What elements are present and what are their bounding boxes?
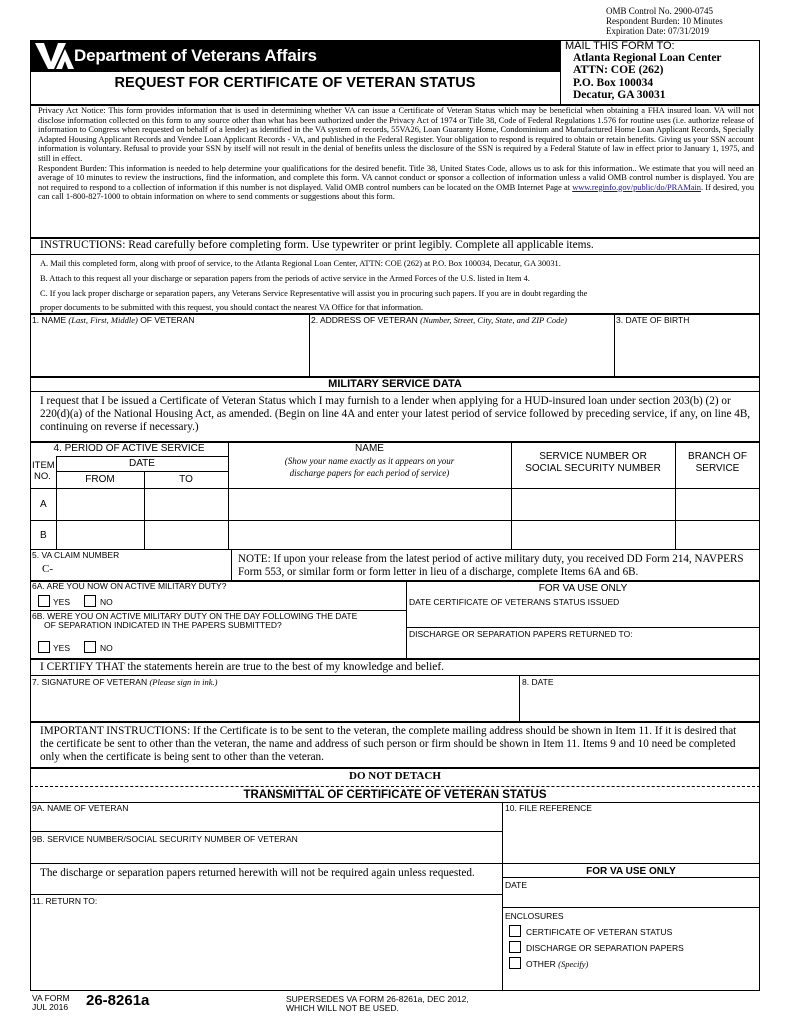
returned-papers-text: The discharge or separation papers returned herewith will not be required again unless requested. (40, 867, 475, 879)
signature-field[interactable] (31, 688, 518, 720)
claim-prefix: C- (42, 563, 53, 575)
date-issued-field[interactable] (407, 607, 759, 626)
name-label: 1. NAME (Last, First, Middle) OF VETERAN (32, 315, 195, 325)
veteran-name-field[interactable] (31, 814, 501, 830)
period-label: 4. PERIOD OF ACTIVE SERVICE (53, 443, 205, 454)
instruction-a: A. Mail this completed form, along with proof of service, to the Atlanta Regional Loan Center, ATTN: COE (262) at P.O. Box 100034, Decatur, GA 30031. (40, 259, 561, 268)
transmittal-heading: TRANSMITTAL OF CERTIFICATE OF VETERAN STATUS (243, 789, 547, 801)
q6a-no-label: NO (100, 597, 113, 607)
row-a-name-field[interactable] (229, 489, 510, 519)
date-label-8: 8. DATE (522, 677, 554, 687)
item-no-label: NO. (34, 471, 51, 482)
omb-info (606, 6, 723, 36)
instruction-b: B. Attach to this request all your discharge or separation papers from the periods of active service in the Armed Forces of the U.S. listed in Item 4. (40, 273, 530, 283)
q6b-no-label: NO (100, 643, 113, 653)
military-request-text: I request that I be issued a Certificate of Veteran Status which I may furnish to a lender when applying for a HUD-insured loan under section 203(b) (2) or 220(d)(a) of the National Housing Act, as amended. (Begin on line 4A and enter your latest period of service followed by preceding service, if any, on line 4B, continuing on reverse if necessary.) (40, 395, 751, 433)
veteran-name-label: 9A. NAME OF VETERAN (32, 803, 129, 813)
footer-supersedes: SUPERSEDES VA FORM 26-8261a, DEC 2012, WHICH WILL NOT BE USED. (286, 994, 469, 1013)
row-b-to-field[interactable] (145, 521, 227, 548)
signature-label: 7. SIGNATURE OF VETERAN (Please sign in ink.) (32, 677, 218, 687)
dob-field[interactable] (615, 326, 759, 375)
enclosure-other-checkbox[interactable] (509, 957, 521, 969)
name-column-label: NAME (355, 443, 384, 454)
from-label: FROM (85, 474, 115, 485)
claim-note: NOTE: If upon your release from the latest period of active military duty, you received DD Form 214, NAVPERS Form 553, or similar form or form letter in lieu of a discharge, complete Items 6A and 6B. (238, 553, 744, 578)
row-a-label: A (40, 499, 47, 510)
row-a-to-field[interactable] (145, 489, 227, 519)
certify-text: I CERTIFY THAT the statements herein are true to the best of my knowledge and belief. (40, 661, 444, 673)
transmittal-va-use-label: FOR VA USE ONLY (586, 866, 676, 877)
branch-label: BRANCH OF SERVICE (688, 451, 747, 474)
claim-number-field[interactable] (56, 560, 228, 578)
mail-line-4: Decatur, GA 30031 (573, 89, 666, 102)
enclosure-certificate-checkbox[interactable] (509, 925, 521, 937)
file-reference-field[interactable] (503, 814, 759, 862)
form-title: REQUEST FOR CERTIFICATE OF VETERAN STATUS (114, 75, 476, 91)
omb-expiration: Expiration Date: 07/31/2019 (606, 26, 709, 36)
date-field-8[interactable] (520, 688, 759, 720)
service-number-label: SERVICE NUMBER OR SOCIAL SECURITY NUMBER (525, 451, 661, 474)
row-b-from-field[interactable] (57, 521, 143, 548)
transmittal-date-label: DATE (505, 880, 528, 890)
to-label: TO (179, 474, 193, 485)
veteran-service-number-label: 9B. SERVICE NUMBER/SOCIAL SECURITY NUMBER OF VETERAN (32, 834, 298, 844)
row-a-branch-field[interactable] (676, 489, 759, 519)
instruction-c2: proper documents to be submitted with this request, you should contact the nearest VA Office for that information. (40, 303, 424, 313)
date-issued-label: DATE CERTIFICATE OF VETERANS STATUS ISSUED (409, 597, 620, 607)
respondent-burden-text: Respondent Burden: This information is needed to help determine your qualifications for the desired benefit. Title 38, United States Code, allows us to ask for this information.. We estimate that you will need an average of 10 minutes to review the instructions, find the information, and complete this form. VA cannot conduct or sponsor a collection of information unless a valid OMB control number is displayed. You are not required to respond to a collection of information if this number is not displayed. Valid OMB control numbers can be located on the OMB Internet Page at www.reginfo.gov/public/do/PRAMain. If desired, you can call 1-800-827-1000 to obtain information on where to send comments or suggestions about this form. (38, 163, 755, 202)
department-name: Department of Veterans Affairs (74, 46, 317, 65)
omb-link[interactable]: www.reginfo.gov/public/do/PRAMain (572, 182, 701, 192)
mail-line-3: P.O. Box 100034 (573, 76, 654, 89)
address-field[interactable] (310, 326, 613, 375)
enclosure-certificate-label: CERTIFICATE OF VETERAN STATUS (526, 927, 673, 937)
mail-line-1: Atlanta Regional Loan Center (573, 52, 722, 64)
enclosures-label: ENCLOSURES (505, 911, 564, 921)
footer-form-number: 26-8261a (86, 992, 150, 1009)
q6a-no-checkbox[interactable] (84, 595, 96, 607)
return-to-label: 11. RETURN TO: (32, 896, 98, 906)
q6b-yes-label: YES (53, 643, 71, 653)
row-a-service-number-field[interactable] (512, 489, 674, 519)
q6a-yes-label: YES (53, 597, 71, 607)
claim-number-label: 5. VA CLAIM NUMBER (32, 550, 120, 560)
name-field[interactable] (31, 326, 308, 375)
row-b-service-number-field[interactable] (512, 521, 674, 548)
q6b-label: 6B. WERE YOU ON ACTIVE MILITARY DUTY ON THE DAY FOLLOWING THE DATE OF SEPARATION INDICATED IN THE PAPERS SUBMITTED? (32, 611, 358, 630)
omb-control: OMB Control No. 2900-0745 (606, 6, 714, 16)
dob-label: 3. DATE OF BIRTH (616, 315, 690, 325)
row-b-name-field[interactable] (229, 521, 510, 548)
important-instructions: IMPORTANT INSTRUCTIONS: If the Certificate is to be sent to the veteran, the complete mailing address should be shown in Item 11. If it is desired that the certificate be sent to other than the veteran, the name and address of such person or firm should be shown in Item 11. Items 9 and 10 need be completed only when the certificate is being sent to other than the veteran. (40, 725, 737, 763)
mail-to-label: MAIL THIS FORM TO: (565, 40, 675, 52)
va-use-only-label: FOR VA USE ONLY (538, 583, 628, 594)
veteran-service-number-field[interactable] (31, 845, 501, 862)
row-a-from-field[interactable] (57, 489, 143, 519)
military-heading: MILITARY SERVICE DATA (328, 378, 462, 390)
enclosure-papers-checkbox[interactable] (509, 941, 521, 953)
name-column-hint: (Show your name exactly as it appears on your discharge papers for each period of service) (284, 456, 455, 478)
privacy-notice (38, 106, 754, 202)
q6b-no-checkbox[interactable] (84, 641, 96, 653)
do-not-detach: DO NOT DETACH (349, 770, 441, 782)
enclosure-other-label: OTHER (Specify) (526, 959, 589, 969)
papers-returned-field[interactable] (407, 639, 759, 657)
instruction-c1: C. If you lack proper discharge or separation papers, any Veterans Service Representative will assist you in procuring such papers. If you are in doubt regarding the (40, 288, 588, 298)
q6b-yes-checkbox[interactable] (38, 641, 50, 653)
file-reference-label: 10. FILE REFERENCE (505, 803, 592, 813)
instructions-heading: INSTRUCTIONS: Read carefully before completing form. Use typewriter or print legibly. Complete all applicable items. (40, 239, 594, 251)
date-label: DATE (129, 458, 155, 469)
mail-line-2: ATTN: COE (262) (573, 64, 664, 77)
instructions-body (40, 257, 587, 316)
footer-va-form: VA FORM JUL 2016 (32, 993, 70, 1012)
privacy-act-text: Privacy Act Notice: This form provides information that is used in determining whether VA can issue a Certificate of Veteran Status which may be beneficial when obtaining a FHA insured loan. VA will not disclose information collected on this form to any source other than what has been authorized under the Privacy Act of 1974 or Title 38, Code of Federal Regulations 1.576 for routine uses (i.e. authorize release of information to Congress when requested on behalf of a lender) as identified in the VA system of records, 55VA26, Loan Guaranty Home, Condominium and Manufactured Home Loan Applicant Records, Specially Adapted Housing Applicant Records and Vendee Loan Applicant Records - VA, and published in the Federal Register. Your obligation to respond is required to obtain or retain benefits. Giving us your SSN account information is voluntary. Refusal to provide your SSN by itself will not result in the denial of benefits unless the disclosure of the SSN is required by a Federal Statute of law in effect prior to January 1, 1975, and still in effect. (38, 106, 754, 163)
address-label: 2. ADDRESS OF VETERAN (Number, Street, City, State, and ZIP Code) (311, 315, 567, 325)
q6a-yes-checkbox[interactable] (38, 595, 50, 607)
enclosure-papers-label: DISCHARGE OR SEPARATION PAPERS (526, 943, 684, 953)
transmittal-date-field[interactable] (503, 891, 759, 906)
return-to-field[interactable] (31, 907, 501, 990)
omb-burden: Respondent Burden: 10 Minutes (606, 16, 723, 26)
papers-returned-label: DISCHARGE OR SEPARATION PAPERS RETURNED TO: (409, 629, 633, 639)
item-label: ITEM (32, 460, 55, 471)
row-b-branch-field[interactable] (676, 521, 759, 548)
row-b-label: B (40, 530, 47, 541)
q6a-label: 6A. ARE YOU NOW ON ACTIVE MILITARY DUTY? (32, 581, 227, 591)
